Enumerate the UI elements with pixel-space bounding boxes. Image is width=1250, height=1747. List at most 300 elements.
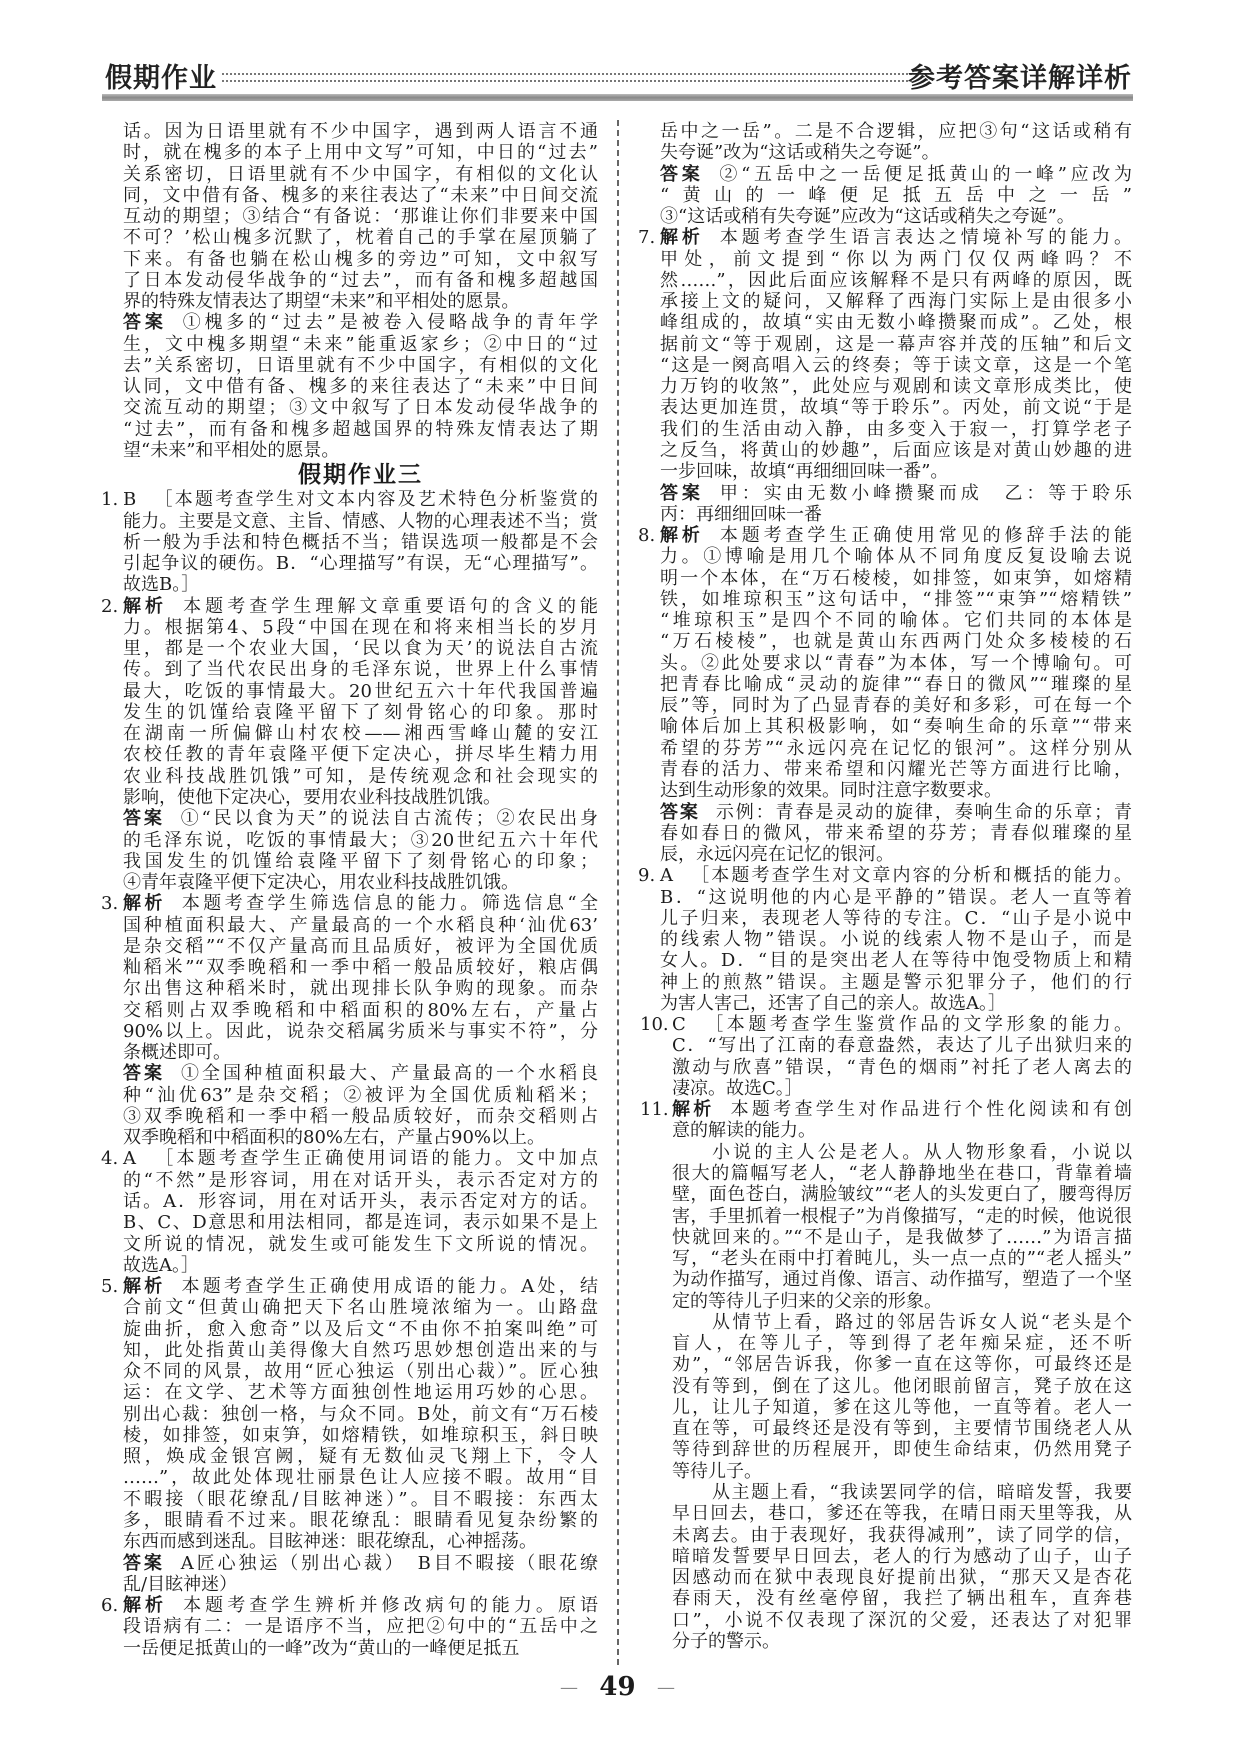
line-text: ③双季晚稻和一季中稻一般品质较好，而杂交稻则占 bbox=[123, 1105, 598, 1127]
text-line bbox=[660, 568, 1132, 589]
text-line bbox=[123, 893, 598, 914]
line-text: 从情节上看，路过的邻居告诉女人说“老头是个 bbox=[712, 1311, 1132, 1333]
text-line bbox=[672, 1057, 1132, 1078]
line-text: 辰”等，同时为了凸显青春的美好和多彩，可在每一个 bbox=[660, 695, 1132, 717]
section-heading: 假期作业三 bbox=[298, 462, 423, 489]
line-text: “堆琼积玉”是四个不同的喻体。它们共同的本体是 bbox=[660, 610, 1132, 632]
line-text: 直在等，可最终还是没有等到，主要情节围绕老人从 bbox=[672, 1418, 1132, 1440]
text-line bbox=[123, 1191, 598, 1212]
text-line bbox=[123, 978, 598, 999]
text-line bbox=[672, 1291, 1132, 1312]
text-line bbox=[123, 1255, 598, 1276]
text-line bbox=[123, 1127, 598, 1148]
line-text: 下来。有备也躺在松山槐多的旁边”可知，文中叙写 bbox=[123, 248, 598, 270]
line-text: 不暇接（眼花缭乱/目眩神迷）”。目不暇接：东西太 bbox=[123, 1488, 598, 1510]
line-text: 为害人害己，还害了自己的亲人。故选A。］ bbox=[660, 992, 1006, 1014]
line-text: 交流互动的期望；③文中叙写了日本发动侵华战争的 bbox=[123, 397, 598, 419]
text-line bbox=[123, 659, 598, 680]
line-text: 把青春比喻成“灵动的旋律”“春日的微风”“璀璨的星 bbox=[660, 673, 1132, 695]
line-text: 丙：再细细回味一番 bbox=[660, 503, 822, 525]
line-text: 没有等到，倒在了这儿。他闭眼前留言，凳子放在这 bbox=[672, 1375, 1132, 1397]
text-line bbox=[123, 1212, 598, 1233]
line-text: 之反刍，将黄山的妙趣”，后面应该是对黄山妙趣的进 bbox=[660, 439, 1132, 461]
paragraph bbox=[672, 1014, 1132, 1099]
text-line bbox=[660, 227, 1132, 248]
line-text: 的“不然”是形容词，用在对话开头，表示否定对方的 bbox=[123, 1169, 598, 1191]
line-text: 岳中之一岳”。二是不合逻辑，应把③句“这话或稍有 bbox=[660, 121, 1132, 142]
answer-item bbox=[101, 1276, 599, 1553]
text-line bbox=[123, 1595, 598, 1616]
line-text: 壁，面色苍白，满脸皱纹”“老人的头发更白了，腰弯得厉 bbox=[672, 1184, 1132, 1206]
line-text: 种“汕优63”是杂交稻；②被评为全国优质籼稻米； bbox=[123, 1084, 598, 1106]
line-text: 达到生动形象的效果。同时注意字数要求。 bbox=[660, 780, 1002, 802]
line-text: 甲：实由无数小峰攒聚而成 乙：等于聆乐 bbox=[719, 482, 1133, 504]
text-line bbox=[660, 674, 1132, 695]
item-number: 2. bbox=[101, 595, 119, 617]
line-text: A匠心独运（别出心裁） B目不暇接（眼花缭 bbox=[180, 1552, 598, 1574]
text-line bbox=[123, 1170, 598, 1191]
text-line bbox=[672, 1184, 1132, 1205]
text-line bbox=[123, 1425, 598, 1446]
line-text: 儿，让儿子知道，爹在这儿等他，一直等着。老人一 bbox=[672, 1396, 1132, 1418]
text-line bbox=[123, 334, 598, 355]
answer-item bbox=[638, 525, 1133, 802]
text-line bbox=[672, 1014, 1132, 1035]
text-line bbox=[660, 142, 1132, 163]
line-text: 分子的警示。 bbox=[672, 1630, 780, 1652]
header-title-left: 假期作业 bbox=[105, 63, 217, 94]
section-label: 答案 bbox=[660, 482, 704, 504]
item-number: 11. bbox=[640, 1099, 669, 1121]
line-text: 段语病有二：一是语序不当，应把②句中的“五岳中之 bbox=[123, 1616, 598, 1638]
answer-item bbox=[640, 1014, 1132, 1099]
line-text: 是杂交稻”“不仅产量高而且品质好，被评为全国优质 bbox=[123, 935, 598, 957]
item-number: 7. bbox=[638, 227, 656, 249]
line-text: 合前文“但黄山确把天下名山胜境浓缩为一。山路盘 bbox=[123, 1297, 598, 1319]
text-line bbox=[123, 164, 598, 185]
line-text: 农业科技战胜饥饿”可知，是传统观念和社会现实的 bbox=[123, 765, 598, 787]
text-line bbox=[123, 1000, 598, 1021]
line-text: ④青年袁隆平便下定决心，用农业科技战胜饥饿。 bbox=[123, 872, 519, 894]
line-text: 传。到了当代农民出身的毛泽东说，世界上什么事情 bbox=[123, 659, 598, 681]
line-text: 本题考查学生语言表达之情境补写的能力。 bbox=[719, 227, 1133, 249]
text-line bbox=[660, 802, 1132, 823]
text-line bbox=[660, 653, 1132, 674]
line-text: “黄山的一峰便足抵五岳中之一岳” bbox=[660, 184, 1132, 206]
line-text: 为动作描写，通过肖像、语言、动作描写，塑造了一个坚 bbox=[672, 1269, 1132, 1291]
paragraph bbox=[660, 865, 1132, 1014]
page-footer bbox=[560, 1672, 675, 1702]
text-line bbox=[123, 1467, 598, 1488]
column-divider bbox=[617, 120, 619, 1665]
text-line bbox=[123, 936, 598, 957]
text-line bbox=[123, 702, 598, 723]
line-text: “过去”，而有备和槐多超越国界的特殊友情表达了期 bbox=[123, 418, 598, 440]
item-number: 3. bbox=[101, 893, 119, 915]
text-line bbox=[672, 1142, 1132, 1163]
line-text: B．“这说明他的内心是平静的”错误。老人一直等着 bbox=[660, 886, 1132, 908]
answer-item bbox=[660, 164, 1132, 228]
paragraph bbox=[672, 1142, 1132, 1312]
line-text: 析一般为手法和特色概括不当；错误选项一般都是不会 bbox=[123, 531, 598, 553]
line-text: B、C、D意思和用法相同，都是连词，表示如果不是上 bbox=[123, 1212, 598, 1234]
line-text: 话。A．形容词，用在对话开头，表示否定对方的话。 bbox=[123, 1191, 598, 1213]
text-line bbox=[660, 950, 1132, 971]
text-line bbox=[660, 206, 1132, 227]
text-line bbox=[123, 1148, 598, 1169]
text-line bbox=[660, 631, 1132, 652]
line-text: 互动的期望；③结合“有备说：‘那谁让你们非要来中国 bbox=[123, 206, 598, 228]
line-text: 力万钧的收煞”，此处应与观剧和读文章形成类比，使 bbox=[660, 376, 1132, 398]
section-label: 解析 bbox=[123, 595, 168, 617]
text-line bbox=[672, 1099, 1132, 1120]
line-text: 一岳便足抵黄山的一峰”改为“黄山的一峰便足抵五 bbox=[123, 1637, 520, 1659]
text-line bbox=[123, 1638, 598, 1659]
text-line bbox=[123, 312, 598, 333]
line-text: 90%以上。因此，说杂交稻属劣质米与事实不符”，分 bbox=[123, 1020, 598, 1042]
line-text: 棱，如排签，如束笋，如熔精铁，如堆琼积玉，斜日映 bbox=[123, 1424, 598, 1446]
line-text: 峰组成的，故填“实由无数小峰攒聚而成”。乙处，根 bbox=[660, 312, 1132, 334]
text-line bbox=[123, 744, 598, 765]
line-text: 影响，使他下定决心，要用农业科技战胜饥饿。 bbox=[123, 786, 501, 808]
line-text: 头。②此处要求以“青春”为本体，写一个博喻句。可 bbox=[660, 652, 1132, 674]
line-text: 时，就在槐多的本子上用中文写”可知，中日的“过去” bbox=[123, 142, 598, 164]
line-text: 定的等待儿子归来的父亲的形象。 bbox=[672, 1290, 942, 1312]
paragraph bbox=[123, 1063, 598, 1148]
line-text: 本题考查学生筛选信息的能力。筛选信息“全 bbox=[181, 893, 599, 915]
line-text: 甲处，前文提到“你以为两门仅仅两峰吗？不 bbox=[660, 248, 1132, 270]
text-line bbox=[660, 610, 1132, 631]
line-text: 据前文“等于观剧，这是一幕声容并茂的压轴”和后文 bbox=[660, 333, 1132, 355]
paragraph bbox=[672, 1482, 1132, 1652]
text-line bbox=[123, 270, 598, 291]
text-line bbox=[660, 440, 1132, 461]
line-text: 本题考查学生正确使用常见的修辞手法的能 bbox=[719, 525, 1133, 547]
item-number: 8. bbox=[638, 525, 656, 547]
choice-letter: A bbox=[660, 865, 673, 887]
line-text: 儿子归来，表现老人等待的专注。C．“山子是小说中 bbox=[660, 907, 1132, 929]
text-line bbox=[123, 723, 598, 744]
answer-item bbox=[101, 1148, 598, 1276]
line-text: 喻体后加上其积极影响，如“奏响生命的乐章”“带来 bbox=[660, 716, 1132, 738]
text-line bbox=[660, 121, 1132, 142]
text-line bbox=[660, 185, 1132, 206]
text-line bbox=[660, 695, 1132, 716]
answer-item bbox=[123, 808, 598, 893]
line-text: 众不同的风景，故用“匠心独运（别出心裁）”。匠心独 bbox=[123, 1361, 598, 1383]
choice-letter: B bbox=[123, 489, 137, 511]
line-text: 小说的主人公是老人。从人物形象看，小说以 bbox=[712, 1141, 1132, 1163]
text-line bbox=[672, 1333, 1132, 1354]
text-line bbox=[123, 511, 598, 532]
answer-item bbox=[123, 312, 598, 461]
line-text: 力。①博喻是用几个喻体从不同角度反复设喻去说 bbox=[660, 546, 1132, 568]
line-text: 盲人，在等儿子，等到得了老年痴呆症，还不听 bbox=[672, 1333, 1132, 1355]
line-text: 界的特殊友情表达了期望“未来”和平相处的愿景。 bbox=[123, 291, 520, 313]
text-line bbox=[660, 504, 1132, 525]
text-line bbox=[660, 397, 1132, 418]
text-line bbox=[672, 1078, 1132, 1099]
section-label: 解析 bbox=[123, 1276, 166, 1298]
text-line bbox=[660, 291, 1132, 312]
line-text: 的毛泽东说，吃饭的事情最大；③20世纪五六十年代 bbox=[123, 829, 598, 851]
text-line bbox=[660, 780, 1132, 801]
paragraph bbox=[123, 312, 598, 461]
text-line bbox=[672, 1354, 1132, 1375]
line-text: 认同，文中借有备、槐多的来往表达了“未来”中日间 bbox=[123, 376, 598, 398]
line-text: 因感动而在狱中表现良好提前出狱，“那天又是杏花 bbox=[672, 1567, 1132, 1589]
line-text: 故选A。］ bbox=[123, 1254, 199, 1276]
text-line bbox=[660, 270, 1132, 291]
line-text: 神上的煎熬”错误。主题是警示犯罪分子，他们的行 bbox=[660, 971, 1132, 993]
answer-item bbox=[101, 893, 599, 1064]
section-label: 答案 bbox=[123, 1063, 165, 1085]
text-line bbox=[660, 546, 1132, 567]
line-text: 旋曲折，愈入愈奇”以及后文“不由你不拍案叫绝”可 bbox=[123, 1318, 598, 1340]
paragraph bbox=[660, 164, 1132, 228]
line-text: 凄凉。故选C。］ bbox=[672, 1077, 803, 1099]
text-line bbox=[123, 1106, 598, 1127]
line-text: 东西而感到迷乱。目眩神迷：眼花缭乱，心神摇荡。 bbox=[123, 1531, 537, 1553]
line-text: 从主题上看，“我读罢同学的信，暗暗发誓，我要 bbox=[712, 1482, 1132, 1503]
footer-dash: — bbox=[657, 1676, 675, 1698]
text-line bbox=[672, 1248, 1132, 1269]
text-line bbox=[123, 1404, 598, 1425]
text-line bbox=[123, 291, 598, 312]
line-text: 春雨天，没有丝毫停留，我拦了辆出租车，直奔巷 bbox=[672, 1588, 1132, 1610]
text-line bbox=[123, 206, 598, 227]
line-text: 知，此处指黄山美得像大自然巧思妙想创造出来的与 bbox=[123, 1339, 598, 1361]
text-line bbox=[123, 1234, 598, 1255]
line-text: 辰，永远闪亮在记忆的银河。 bbox=[660, 844, 894, 866]
text-line bbox=[123, 532, 598, 553]
line-text: 条概述即可。 bbox=[123, 1042, 231, 1064]
line-text: 农校任教的青年袁隆平便下定决心，拼尽毕生精力用 bbox=[123, 744, 598, 766]
answer-item bbox=[660, 802, 1132, 866]
item-number: 9. bbox=[638, 865, 656, 887]
text-line bbox=[123, 1021, 598, 1042]
text-line bbox=[672, 1035, 1132, 1056]
paragraph bbox=[660, 121, 1132, 164]
line-text: ③“这话或稍有失夸诞”应改为“这话或稍失之夸诞”。 bbox=[660, 206, 1075, 228]
line-text: 运：在文学、艺术等方面独创性地运用巧妙的心思。 bbox=[123, 1382, 598, 1404]
line-text: 失夸诞”改为“这话或稍失之夸诞”。 bbox=[660, 142, 940, 164]
text-line bbox=[123, 1382, 598, 1403]
text-line bbox=[123, 574, 598, 595]
item-number: 5. bbox=[101, 1276, 119, 1298]
line-text: 发生的饥馑给袁隆平留下了刻骨铭心的印象。那时 bbox=[123, 701, 598, 723]
line-text: 交稻则占双季晚稻和中稻面积的80%左右，产量占 bbox=[123, 999, 598, 1021]
text-line bbox=[660, 355, 1132, 376]
answer-item bbox=[638, 865, 1132, 1014]
text-line bbox=[660, 993, 1132, 1014]
line-text: 能力。主要是文意、主旨、情感、人物的心理表述不当；赏 bbox=[123, 510, 598, 532]
footer-dash: — bbox=[560, 1676, 578, 1698]
text-line bbox=[660, 972, 1132, 993]
line-text: ②“五岳中之一岳便足抵黄山的一峰”应改为 bbox=[719, 163, 1132, 185]
answer-item bbox=[640, 1099, 1133, 1652]
line-text: 我们的生活由动入静，由多变入于寂一，打算学老子 bbox=[660, 418, 1132, 440]
text-line bbox=[123, 1446, 598, 1467]
line-text: 表达更加连贯，故填“等于聆乐”。丙处，前文说“于是 bbox=[660, 397, 1132, 419]
text-line bbox=[123, 249, 598, 270]
paragraph bbox=[123, 1148, 598, 1276]
text-line bbox=[672, 1163, 1132, 1184]
text-line bbox=[123, 1297, 598, 1318]
text-line bbox=[123, 915, 598, 936]
line-text: 引起争议的硬伤。B．“心理描写”有误，无“心理描写”。 bbox=[123, 553, 598, 575]
paragraph bbox=[123, 596, 598, 809]
line-text: 然……”，因此后面应该解释不是只有两峰的原因，既 bbox=[660, 269, 1132, 291]
line-text: ［本题考查学生对文章内容的分析和概括的能力。 bbox=[689, 865, 1132, 887]
answer-item bbox=[660, 483, 1132, 526]
text-line bbox=[123, 397, 598, 418]
section-label: 解析 bbox=[672, 1099, 715, 1121]
line-text: 故选B。］ bbox=[123, 574, 200, 596]
line-text: 承接上文的疑问，又解释了西海门实际上是由很多小 bbox=[660, 291, 1132, 313]
line-text: 生，文中槐多期望“未来”能重返家乡；②中日的“过 bbox=[123, 333, 598, 355]
line-text: 写，“老头在雨中打着盹儿，头一点一点的”“老人摇头” bbox=[672, 1248, 1132, 1270]
line-text: 双季晚稻和中稻面积的80%左右，产量占90%以上。 bbox=[123, 1127, 546, 1149]
item-number: 6. bbox=[101, 1595, 119, 1617]
text-line bbox=[660, 164, 1132, 185]
section-label: 答案 bbox=[660, 163, 704, 185]
text-line bbox=[123, 376, 598, 397]
line-text: 青春的活力、带来希望和闪耀光芒等方面进行比喻， bbox=[660, 758, 1132, 780]
line-text: 意的解读的能力。 bbox=[672, 1120, 816, 1142]
line-text: 本题考查学生正确使用成语的能力。A处，结 bbox=[181, 1276, 599, 1298]
text-line bbox=[123, 808, 598, 829]
paragraph bbox=[123, 1276, 598, 1552]
text-line bbox=[123, 185, 598, 206]
text-line bbox=[123, 1085, 598, 1106]
line-text: 劝”，“邻居告诉我，你爹一直在这等你，可最终还是 bbox=[672, 1354, 1132, 1376]
text-line bbox=[660, 865, 1132, 886]
text-line bbox=[123, 121, 598, 142]
section-label: 答案 bbox=[123, 312, 167, 334]
text-line bbox=[123, 1510, 598, 1531]
line-text: 希望的芬芳”“永远闪亮在记忆的银河”。这样分别从 bbox=[660, 737, 1132, 759]
line-text: 不可？’松山槐多沉默了，枕着自己的手掌在屋顶躺了 bbox=[123, 227, 598, 249]
line-text: 在湖南一所偏僻山村农校——湘西雪峰山麓的安江 bbox=[123, 723, 598, 745]
line-text: 去”关系密切，日语里就有不少中国字，有相似的文化 bbox=[123, 354, 598, 376]
text-line bbox=[672, 1525, 1132, 1546]
text-line bbox=[672, 1439, 1132, 1460]
text-line bbox=[672, 1269, 1132, 1290]
answer-item bbox=[123, 121, 598, 312]
text-line bbox=[672, 1418, 1132, 1439]
text-line bbox=[672, 1482, 1132, 1503]
line-text: 国种植面积最大、产量最高的一个水稻良种‘汕优63’ bbox=[123, 914, 598, 936]
line-text: C．“写出了江南的春意盎然，表达了儿子出狱归来的 bbox=[672, 1035, 1132, 1057]
line-text: 乱/目眩神迷） bbox=[123, 1573, 238, 1595]
text-line bbox=[672, 1376, 1132, 1397]
section-label: 解析 bbox=[660, 227, 704, 249]
line-text: 籼稻米”“双季晚稻和一季中稻一般品质较好，粮店偶 bbox=[123, 957, 598, 979]
answer-item bbox=[123, 1063, 598, 1148]
line-text: ①槐多的“过去”是被卷入侵略战争的青年学 bbox=[182, 312, 599, 334]
line-text: 暗暗发誓要早日回去，老人的行为感动了山子，山子 bbox=[672, 1545, 1132, 1567]
line-text: 春如春日的微风，带来希望的芬芳；青春似璀璨的星 bbox=[660, 822, 1132, 844]
line-text: 别出心裁：独创一格，与众不同。B处，前文有“万石棱 bbox=[123, 1403, 598, 1425]
text-line bbox=[660, 419, 1132, 440]
line-text: 尔出售这种稻米时，就出现排长队争购的现象。而杂 bbox=[123, 978, 598, 1000]
header-title-right: 参考答案详解详析 bbox=[908, 63, 1132, 94]
text-line bbox=[123, 355, 598, 376]
text-line bbox=[660, 908, 1132, 929]
text-line bbox=[672, 1312, 1132, 1333]
paragraph bbox=[123, 121, 598, 312]
answer-item bbox=[638, 227, 1133, 483]
text-line bbox=[123, 440, 598, 461]
text-line bbox=[660, 929, 1132, 950]
text-line bbox=[123, 1574, 598, 1595]
text-line bbox=[672, 1120, 1132, 1141]
line-text: 多，眼睛看不过来。眼花缭乱：眼睛看见复杂纷繁的 bbox=[123, 1510, 598, 1531]
text-line bbox=[672, 1588, 1132, 1609]
text-line bbox=[123, 553, 598, 574]
line-text: 快就回来的。”“不是山子，是我做梦了……”为语言描 bbox=[672, 1226, 1132, 1248]
line-text: 激动与欣喜”错误，“青色的烟雨”衬托了老人离去的 bbox=[672, 1056, 1132, 1078]
text-line bbox=[123, 1361, 598, 1382]
line-text: ［本题考查学生正确使用词语的能力。文中加点 bbox=[152, 1148, 598, 1170]
line-text: 最大，吃饭的事情最大。20世纪五六十年代我国普遍 bbox=[123, 680, 598, 702]
line-text: “这是一阕高唱入云的终奏；等于读文章，这是一个笔 bbox=[660, 354, 1132, 376]
text-line bbox=[123, 1616, 598, 1637]
line-text: 未离去。由于表现好，我获得减刑”，读了同学的信， bbox=[672, 1524, 1132, 1546]
line-text: 口”，小说不仅表现了深沉的父爱，还表达了对犯罪 bbox=[672, 1609, 1132, 1631]
answer-item bbox=[660, 121, 1132, 164]
text-line bbox=[123, 1042, 598, 1063]
text-line bbox=[123, 1553, 598, 1574]
paragraph bbox=[123, 808, 598, 893]
text-line bbox=[672, 1227, 1132, 1248]
text-line bbox=[123, 1319, 598, 1340]
text-line bbox=[660, 759, 1132, 780]
item-number: 1. bbox=[101, 489, 119, 511]
text-line bbox=[123, 1063, 598, 1084]
line-text: 力。根据第4、5段“中国在现在和将来相当长的岁月 bbox=[123, 616, 598, 638]
text-line bbox=[660, 823, 1132, 844]
section-label: 解析 bbox=[660, 525, 704, 547]
header-dotted-rule bbox=[222, 73, 912, 75]
item-number: 4. bbox=[101, 1148, 119, 1170]
text-line bbox=[123, 851, 598, 872]
text-line bbox=[672, 1610, 1132, 1631]
text-line bbox=[123, 957, 598, 978]
text-line bbox=[660, 716, 1132, 737]
line-text: 望“未来”和平相处的愿景。 bbox=[123, 439, 340, 461]
choice-letter: C bbox=[672, 1014, 686, 1036]
text-line bbox=[123, 787, 598, 808]
line-text: 本题考查学生理解文章重要语句的含义的能 bbox=[183, 595, 599, 617]
answer-item bbox=[101, 595, 599, 809]
line-text: 话。因为日语里就有不少中国字，遇到两人语言不通 bbox=[123, 121, 598, 142]
right-column bbox=[638, 121, 1133, 1652]
line-text: 了日本发动侵华战争的“过去”，而有备和槐多超越国 bbox=[123, 269, 598, 291]
text-line bbox=[660, 887, 1132, 908]
text-line bbox=[123, 1531, 598, 1552]
answer-item bbox=[101, 1595, 599, 1659]
line-text: 一步回味，故填“再细细回味一番”。 bbox=[660, 461, 949, 483]
line-text: 等待儿子。 bbox=[672, 1460, 762, 1482]
text-line bbox=[123, 419, 598, 440]
text-line bbox=[672, 1567, 1132, 1588]
text-line bbox=[123, 227, 598, 248]
text-line bbox=[123, 596, 598, 617]
text-line bbox=[123, 872, 598, 893]
line-text: ①“民以食为天”的说法自古流传；②农民出身 bbox=[180, 808, 599, 830]
